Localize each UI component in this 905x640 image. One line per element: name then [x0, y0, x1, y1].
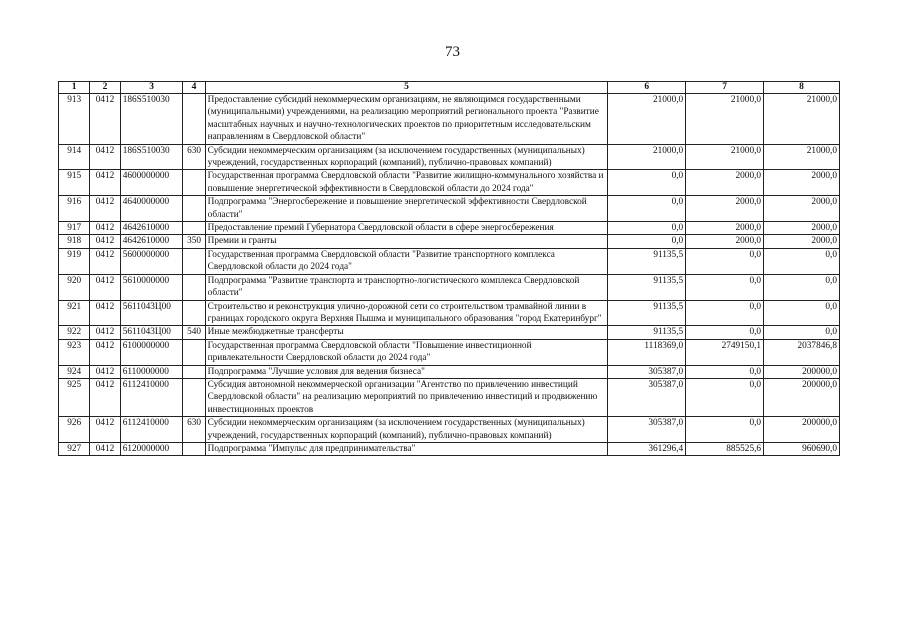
item-description: Предоставление премий Губернатора Свердловской области в сфере энергосбережения	[205, 222, 608, 235]
amount-col-6: 91135,5	[608, 274, 686, 300]
table-row	[59, 339, 840, 365]
section-code: 0412	[90, 235, 120, 248]
amount-col-8: 21000,0	[764, 144, 840, 170]
target-article-code: 5610000000	[120, 274, 183, 300]
amount-col-6: 21000,0	[608, 144, 686, 170]
section-code: 0412	[90, 417, 120, 443]
section-code: 0412	[90, 144, 120, 170]
expense-type-code	[183, 365, 205, 378]
expense-type-code: 630	[183, 417, 205, 443]
item-description: Государственная программа Свердловской области "Развитие жилищно-коммунального хозяйства и повышение энергетической эффективности в Свердловской области до 2024 года"	[205, 170, 608, 196]
amount-col-8: 200000,0	[764, 365, 840, 378]
row-number: 922	[59, 326, 90, 339]
row-number: 925	[59, 378, 90, 416]
amount-col-8: 21000,0	[764, 94, 840, 145]
column-header: 2	[90, 82, 120, 94]
target-article-code: 6110000000	[120, 365, 183, 378]
target-article-code: 4600000000	[120, 170, 183, 196]
section-code: 0412	[90, 300, 120, 326]
amount-col-8: 2000,0	[764, 196, 840, 222]
expense-type-code	[183, 196, 205, 222]
table-row	[59, 378, 840, 416]
amount-col-7: 2000,0	[686, 196, 764, 222]
row-number: 915	[59, 170, 90, 196]
section-code: 0412	[90, 196, 120, 222]
target-article-code: 4642610000	[120, 235, 183, 248]
amount-col-6: 91135,5	[608, 300, 686, 326]
section-code: 0412	[90, 378, 120, 416]
header-row	[59, 82, 840, 94]
row-number: 920	[59, 274, 90, 300]
table-row	[59, 222, 840, 235]
amount-col-6: 91135,5	[608, 326, 686, 339]
amount-col-8: 0,0	[764, 274, 840, 300]
amount-col-8: 2000,0	[764, 222, 840, 235]
item-description: Подпрограмма "Энергосбережение и повышение энергетической эффективности Свердловской области"	[205, 196, 608, 222]
budget-table	[58, 81, 840, 456]
page-number: 73	[445, 44, 460, 60]
target-article-code: 4640000000	[120, 196, 183, 222]
row-number: 916	[59, 196, 90, 222]
target-article-code: 6100000000	[120, 339, 183, 365]
amount-col-8: 960690,0	[764, 442, 840, 455]
amount-col-7: 0,0	[686, 248, 764, 274]
table-row	[59, 300, 840, 326]
expense-type-code	[183, 300, 205, 326]
expense-type-code: 350	[183, 235, 205, 248]
item-description: Предоставление субсидий некоммерческим организациям, не являющимся государственными (муниципальными) учреждениями, на реализацию мероприятий регионального проекта "Развитие масштабных научных и научно-технологических проектов по приоритетным исследовательским направлениям в Свердловской области"	[205, 94, 608, 145]
item-description: Субсидия автономной некоммерческой организации "Агентство по привлечению инвестиций Свердловской области" на реализацию мероприятий по привлечению инвестиций и продвижению инвестиционных проектов	[205, 378, 608, 416]
amount-col-7: 21000,0	[686, 94, 764, 145]
amount-col-7: 0,0	[686, 274, 764, 300]
target-article-code: 5600000000	[120, 248, 183, 274]
target-article-code: 4642610000	[120, 222, 183, 235]
row-number: 926	[59, 417, 90, 443]
amount-col-6: 0,0	[608, 196, 686, 222]
table-row	[59, 170, 840, 196]
table-body	[59, 94, 840, 456]
amount-col-8: 200000,0	[764, 417, 840, 443]
item-description: Государственная программа Свердловской области "Повышение инвестиционной привлекательности Свердловской области до 2024 года"	[205, 339, 608, 365]
expense-type-code	[183, 170, 205, 196]
target-article-code: 6112410000	[120, 378, 183, 416]
row-number: 924	[59, 365, 90, 378]
amount-col-7: 0,0	[686, 378, 764, 416]
target-article-code: 6120000000	[120, 442, 183, 455]
section-code: 0412	[90, 94, 120, 145]
target-article-code: 186S510030	[120, 94, 183, 145]
row-number: 927	[59, 442, 90, 455]
amount-col-7: 0,0	[686, 417, 764, 443]
table-row	[59, 144, 840, 170]
row-number: 917	[59, 222, 90, 235]
amount-col-7: 0,0	[686, 326, 764, 339]
column-header: 6	[608, 82, 686, 94]
amount-col-7: 0,0	[686, 300, 764, 326]
table-row	[59, 94, 840, 145]
item-description: Иные межбюджетные трансферты	[205, 326, 608, 339]
table-row	[59, 196, 840, 222]
amount-col-6: 305387,0	[608, 417, 686, 443]
item-description: Субсидии некоммерческим организациям (за исключением государственных (муниципальных) учреждений, государственных корпораций (компаний), публично-правовых компаний)	[205, 417, 608, 443]
amount-col-6: 91135,5	[608, 248, 686, 274]
expense-type-code: 630	[183, 144, 205, 170]
column-header: 8	[764, 82, 840, 94]
row-number: 918	[59, 235, 90, 248]
amount-col-6: 0,0	[608, 170, 686, 196]
expense-type-code	[183, 378, 205, 416]
expense-type-code	[183, 339, 205, 365]
expense-type-code	[183, 94, 205, 145]
column-header: 7	[686, 82, 764, 94]
column-header: 1	[59, 82, 90, 94]
amount-col-8: 200000,0	[764, 378, 840, 416]
row-number: 919	[59, 248, 90, 274]
item-description: Государственная программа Свердловской области "Развитие транспортного комплекса Свердловской области до 2024 года"	[205, 248, 608, 274]
column-header: 5	[205, 82, 608, 94]
column-header: 4	[183, 82, 205, 94]
item-description: Строительство и реконструкция улично-дорожной сети со строительством трамвайной линии в границах городского округа Верхняя Пышма и муниципального образования "город Екатеринбург"	[205, 300, 608, 326]
amount-col-6: 305387,0	[608, 378, 686, 416]
table-row	[59, 417, 840, 443]
amount-col-8: 2000,0	[764, 235, 840, 248]
section-code: 0412	[90, 339, 120, 365]
table-row	[59, 326, 840, 339]
amount-col-6: 0,0	[608, 222, 686, 235]
amount-col-6: 1118369,0	[608, 339, 686, 365]
table-row	[59, 442, 840, 455]
amount-col-7: 2000,0	[686, 222, 764, 235]
section-code: 0412	[90, 248, 120, 274]
amount-col-6: 21000,0	[608, 94, 686, 145]
table-row	[59, 365, 840, 378]
target-article-code: 5611043Ц00	[120, 300, 183, 326]
amount-col-6: 0,0	[608, 235, 686, 248]
amount-col-6: 305387,0	[608, 365, 686, 378]
table-row	[59, 235, 840, 248]
item-description: Субсидии некоммерческим организациям (за исключением государственных (муниципальных) учреждений, государственных корпораций (компаний), публично-правовых компаний)	[205, 144, 608, 170]
amount-col-7: 2000,0	[686, 170, 764, 196]
amount-col-7: 0,0	[686, 365, 764, 378]
expense-type-code: 540	[183, 326, 205, 339]
section-code: 0412	[90, 326, 120, 339]
table-row	[59, 248, 840, 274]
amount-col-8: 0,0	[764, 300, 840, 326]
amount-col-8: 0,0	[764, 248, 840, 274]
amount-col-7: 2749150,1	[686, 339, 764, 365]
section-code: 0412	[90, 170, 120, 196]
expense-type-code	[183, 222, 205, 235]
item-description: Премии и гранты	[205, 235, 608, 248]
row-number: 914	[59, 144, 90, 170]
expense-type-code	[183, 274, 205, 300]
amount-col-8: 2037846,8	[764, 339, 840, 365]
target-article-code: 5611043Ц00	[120, 326, 183, 339]
table-row	[59, 274, 840, 300]
amount-col-7: 885525,6	[686, 442, 764, 455]
section-code: 0412	[90, 274, 120, 300]
amount-col-8: 0,0	[764, 326, 840, 339]
row-number: 921	[59, 300, 90, 326]
expense-type-code	[183, 442, 205, 455]
column-header: 3	[120, 82, 183, 94]
amount-col-7: 21000,0	[686, 144, 764, 170]
item-description: Подпрограмма "Импульс для предпринимательства"	[205, 442, 608, 455]
row-number: 913	[59, 94, 90, 145]
section-code: 0412	[90, 442, 120, 455]
expense-type-code	[183, 248, 205, 274]
amount-col-7: 2000,0	[686, 235, 764, 248]
row-number: 923	[59, 339, 90, 365]
target-article-code: 186S510030	[120, 144, 183, 170]
section-code: 0412	[90, 365, 120, 378]
amount-col-8: 2000,0	[764, 170, 840, 196]
section-code: 0412	[90, 222, 120, 235]
item-description: Подпрограмма "Развитие транспорта и транспортно-логистического комплекса Свердловской области"	[205, 274, 608, 300]
amount-col-6: 361296,4	[608, 442, 686, 455]
item-description: Подпрограмма "Лучшие условия для ведения бизнеса"	[205, 365, 608, 378]
target-article-code: 6112410000	[120, 417, 183, 443]
